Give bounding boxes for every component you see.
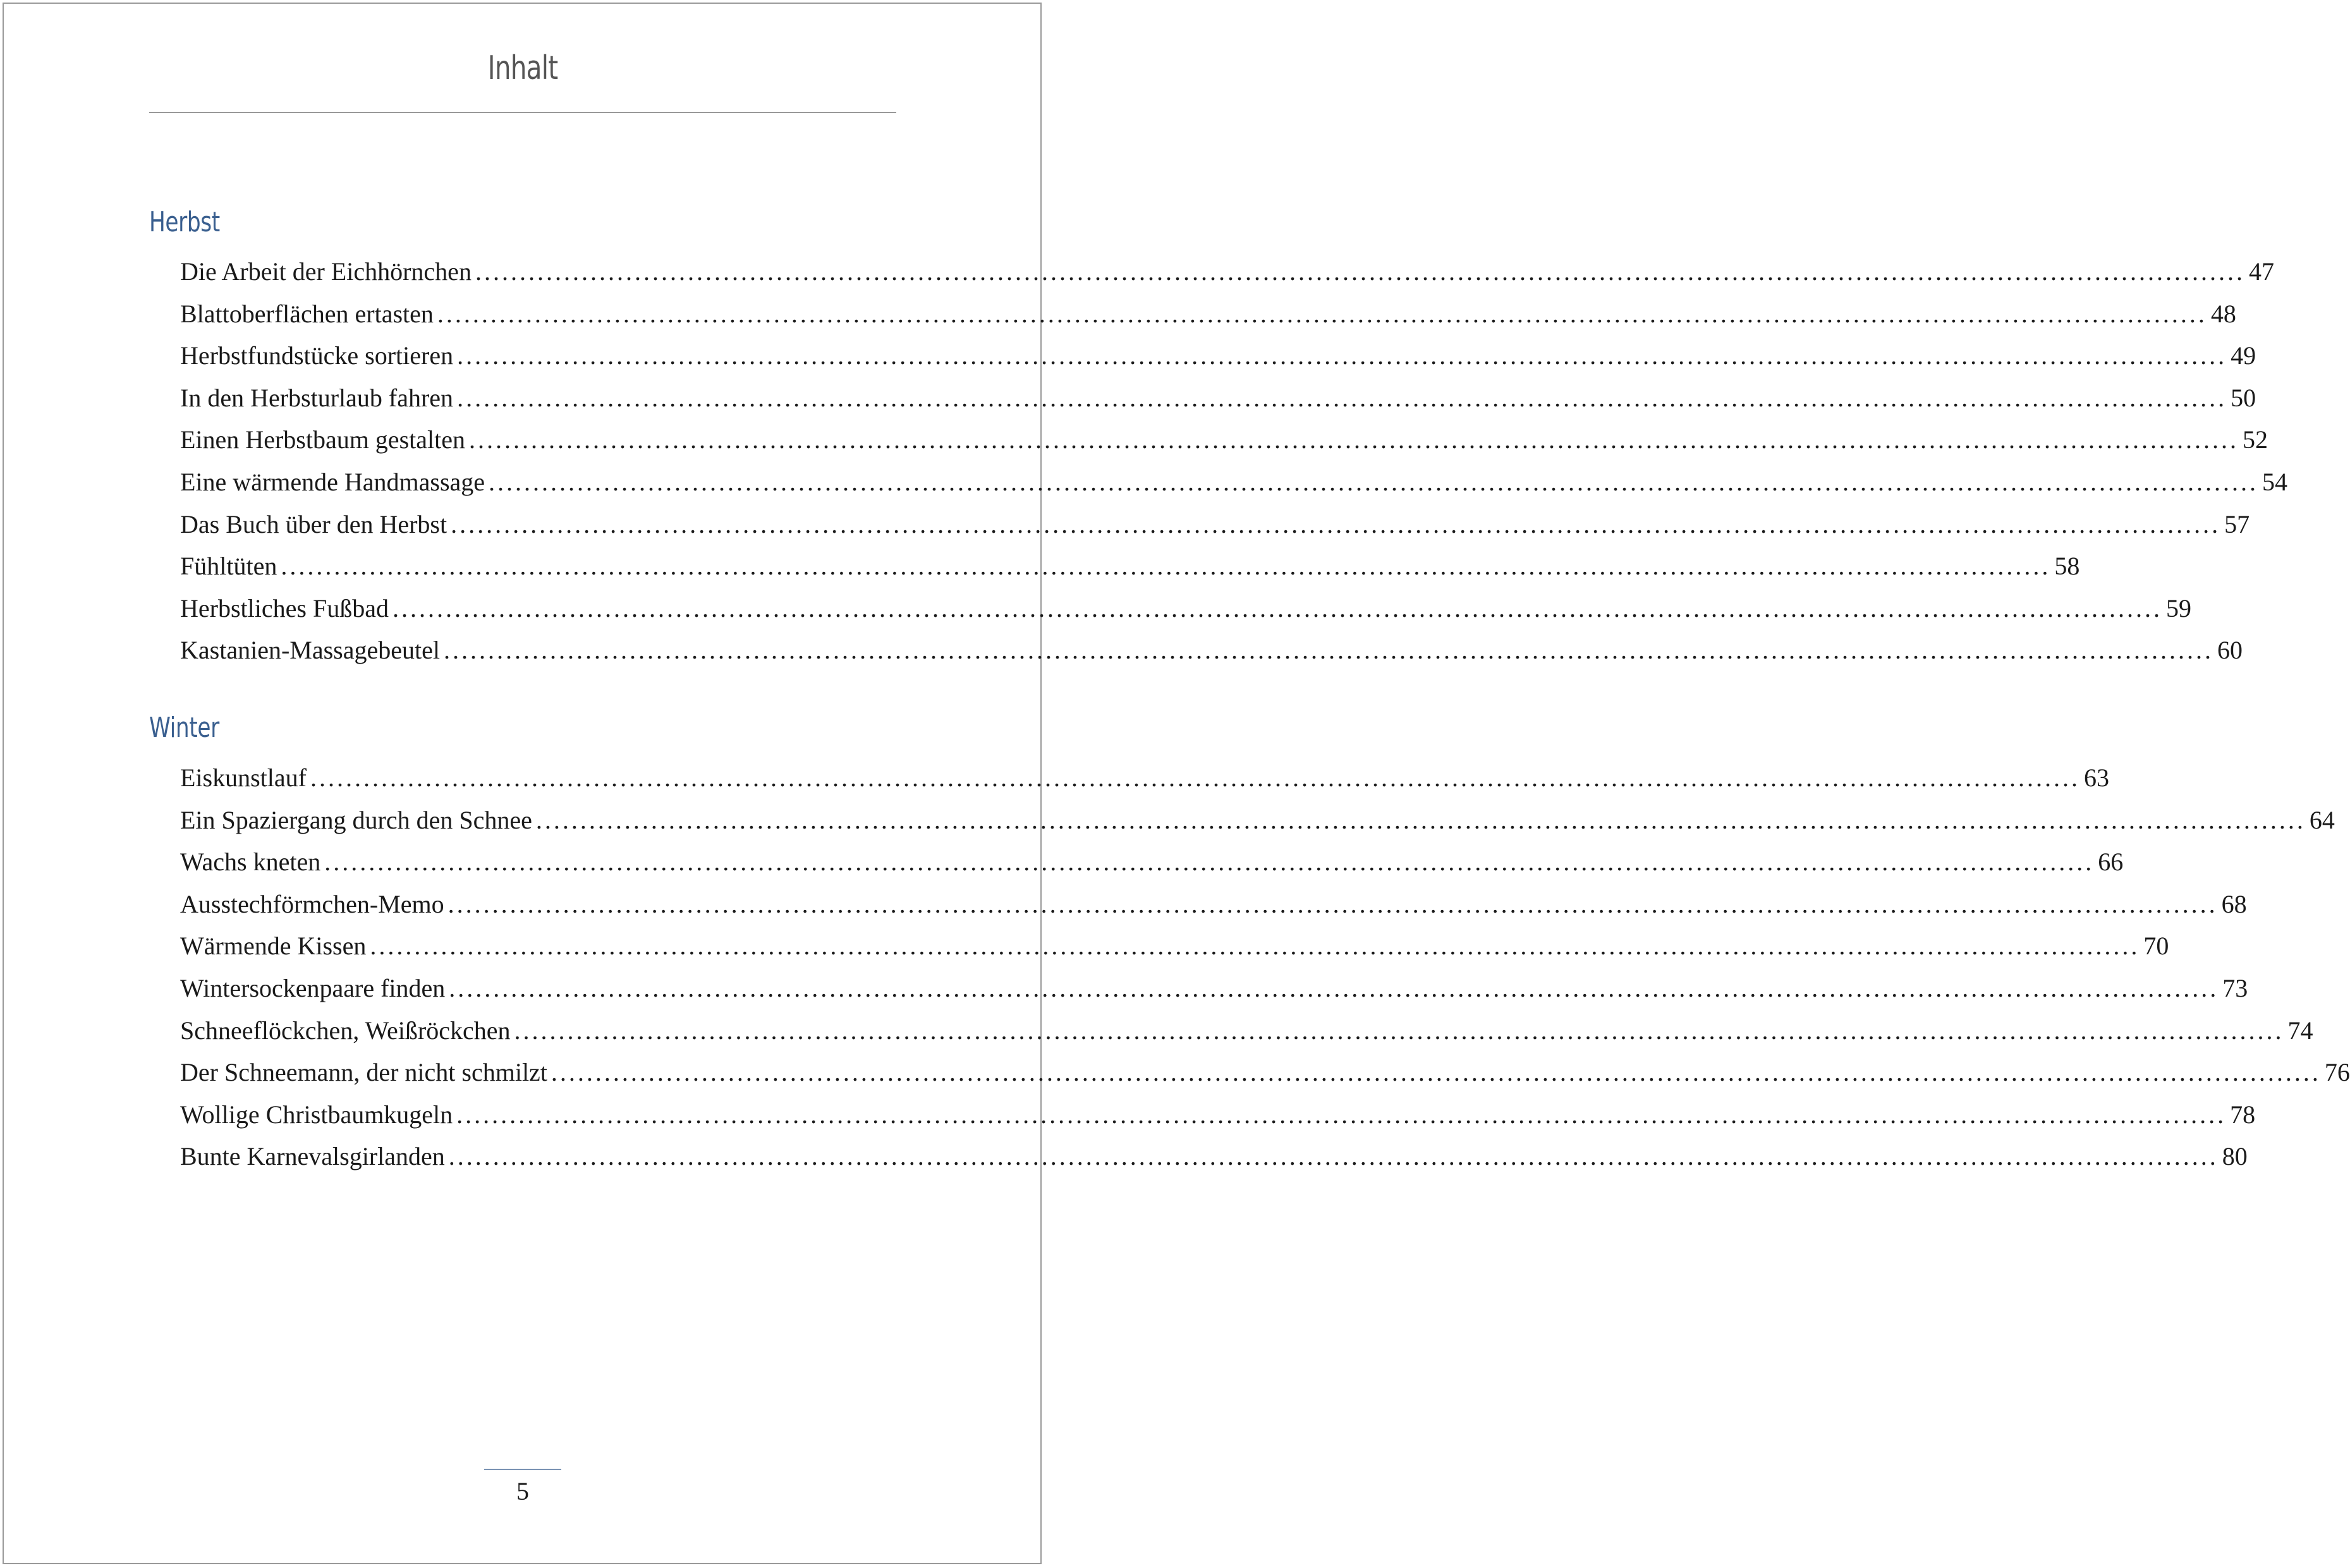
toc-entry[interactable]: [180, 1052, 2350, 1094]
toc-entry-label: Eine wärmende Handmassage: [180, 467, 485, 496]
toc-entry[interactable]: [180, 545, 2080, 588]
toc-entry[interactable]: [180, 629, 2243, 672]
toc-entry-label: Blattoberflächen ertasten: [180, 299, 434, 328]
toc-entry[interactable]: [180, 1136, 2248, 1178]
toc-entry-page: 47: [2248, 257, 2274, 286]
toc-entry[interactable]: [180, 1010, 2313, 1052]
toc-entry[interactable]: [180, 968, 2248, 1010]
toc-entry[interactable]: [180, 419, 2268, 461]
toc-entry-label: In den Herbsturlaub fahren: [180, 383, 454, 412]
toc-entry-page: 59: [2165, 593, 2191, 623]
toc-entry-page: 57: [2224, 509, 2250, 538]
toc-entry-label: Die Arbeit der Eichhörnchen: [180, 257, 472, 286]
section-heading-herbst: Herbst: [149, 206, 220, 238]
toc-leader-dots: ........................................................................................................................................................................................................: [447, 889, 2218, 918]
toc-leader-dots: ........................................................................................................................................................................................................: [475, 257, 2245, 286]
toc-entry[interactable]: [180, 335, 2256, 377]
toc-leader-dots: ........................................................................................................................................................................................................: [324, 848, 2095, 877]
toc-leader-dots: ........................................................................................................................................................................................................: [457, 383, 2227, 412]
section-heading-winter: Winter: [149, 712, 219, 744]
toc-entry-label: Kastanien-Massagebeutel: [180, 636, 440, 665]
toc-entry-page: 68: [2221, 889, 2247, 918]
toc-entry-label: Ein Spaziergang durch den Schnee: [180, 805, 532, 834]
toc-entry[interactable]: [180, 925, 2169, 968]
toc-entry-page: 66: [2098, 848, 2124, 877]
toc-entry[interactable]: [180, 799, 2335, 842]
toc-leader-dots: ........................................................................................................................................................................................................: [551, 1058, 2321, 1087]
toc-entry[interactable]: [180, 757, 2109, 799]
toc-entry-page: 78: [2230, 1100, 2256, 1129]
toc-entry-page: 64: [2309, 805, 2335, 834]
folio-divider: [484, 1469, 561, 1470]
toc-entry-page: 52: [2242, 425, 2268, 454]
toc-entry-label: Wollige Christbaumkugeln: [180, 1100, 453, 1129]
toc-leader-dots: ........................................................................................................................................................................................................: [281, 552, 2051, 581]
toc-leader-dots: ........................................................................................................................................................................................................: [468, 425, 2239, 454]
toc-entry[interactable]: [180, 504, 2250, 546]
toc-leader-dots: ........................................................................................................................................................................................................: [535, 805, 2306, 834]
toc-list-herbst: [180, 251, 2288, 672]
toc-entry-page: 48: [2210, 299, 2236, 328]
page-number: 5: [516, 1477, 529, 1505]
toc-entry[interactable]: [180, 1094, 2256, 1136]
toc-entry-label: Das Buch über den Herbst: [180, 509, 447, 538]
toc-leader-dots: ........................................................................................................................................................................................................: [448, 1142, 2219, 1171]
toc-entry[interactable]: [180, 461, 2288, 504]
toc-entry[interactable]: [180, 251, 2274, 293]
toc-entry-label: Eiskunstlauf: [180, 763, 307, 792]
toc-entry-label: Wachs kneten: [180, 848, 321, 877]
toc-entry-page: 73: [2222, 973, 2248, 1002]
toc-entry-label: Herbstliches Fußbad: [180, 593, 389, 623]
toc-leader-dots: ........................................................................................................................................................................................................: [451, 509, 2221, 538]
toc-entry-label: Bunte Karnevalsgirlanden: [180, 1142, 445, 1171]
toc-entry[interactable]: [180, 588, 2191, 630]
toc-leader-dots: ........................................................................................................................................................................................................: [443, 636, 2213, 665]
toc-entry-page: 70: [2143, 932, 2169, 961]
toc-entry-label: Der Schneemann, der nicht schmilzt: [180, 1058, 547, 1087]
toc-entry-page: 63: [2083, 763, 2109, 792]
toc-leader-dots: ........................................................................................................................................................................................................: [310, 763, 2080, 792]
toc-list-winter: [180, 757, 2350, 1178]
toc-entry-page: 74: [2287, 1016, 2313, 1045]
toc-entry-label: Schneeflöckchen, Weißröckchen: [180, 1016, 511, 1045]
toc-entry-page: 80: [2222, 1142, 2248, 1171]
toc-entry-page: 76: [2324, 1058, 2350, 1087]
toc-leader-dots: ........................................................................................................................................................................................................: [489, 467, 2259, 496]
toc-leader-dots: ........................................................................................................................................................................................................: [449, 973, 2219, 1002]
toc-entry-label: Herbstfundstücke sortieren: [180, 341, 454, 370]
page-title: Inhalt: [487, 49, 558, 87]
toc-entry-page: 50: [2231, 383, 2256, 412]
toc-leader-dots: ........................................................................................................................................................................................................: [437, 299, 2207, 328]
toc-entry-label: Fühltüten: [180, 552, 277, 581]
toc-entry-page: 58: [2054, 552, 2080, 581]
toc-entry-label: Ausstechförmchen-Memo: [180, 889, 444, 918]
toc-entry[interactable]: [180, 377, 2256, 420]
title-divider: [149, 112, 896, 113]
toc-entry-page: 49: [2231, 341, 2256, 370]
toc-entry[interactable]: [180, 841, 2124, 884]
toc-leader-dots: ........................................................................................................................................................................................................: [514, 1016, 2284, 1045]
toc-entry-page: 60: [2217, 636, 2243, 665]
toc-leader-dots: ........................................................................................................................................................................................................: [457, 341, 2227, 370]
toc-leader-dots: ........................................................................................................................................................................................................: [456, 1100, 2227, 1129]
toc-entry[interactable]: [180, 293, 2236, 336]
toc-entry-page: 54: [2262, 467, 2288, 496]
toc-entry-label: Wintersockenpaare finden: [180, 973, 446, 1002]
toc-entry-label: Wärmende Kissen: [180, 932, 367, 961]
toc-leader-dots: ........................................................................................................................................................................................................: [392, 593, 2162, 623]
toc-entry[interactable]: [180, 884, 2247, 926]
toc-leader-dots: ........................................................................................................................................................................................................: [370, 932, 2140, 961]
toc-entry-label: Einen Herbstbaum gestalten: [180, 425, 465, 454]
